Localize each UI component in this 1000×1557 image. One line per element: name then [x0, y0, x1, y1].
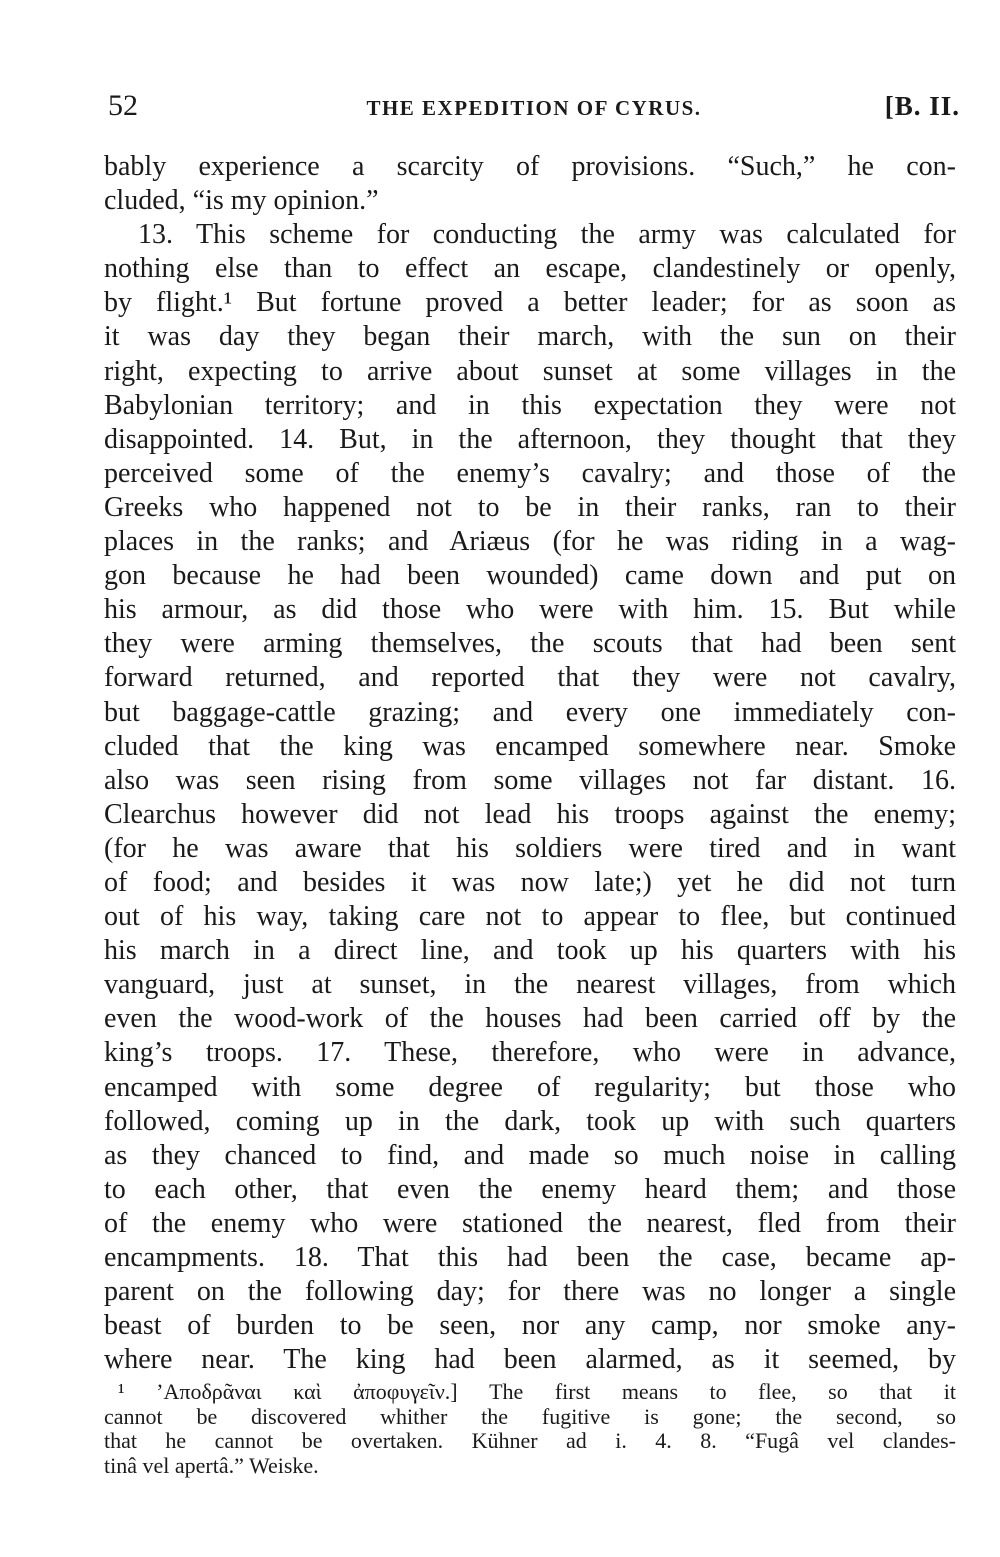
text-line: it was day they began their march, with the sun on their [104, 321, 956, 353]
text-line: of the enemy who were stationed the nearest, fled from their [104, 1207, 956, 1239]
text-line: where near. The king had been alarmed, as it seemed, by [104, 1344, 956, 1376]
running-title: THE EXPEDITION OF CYRUS. [366, 96, 702, 120]
text-line: they were arming themselves, the scouts that had been sent [104, 628, 956, 660]
text-line: forward returned, and reported that they were not cavalry, [104, 662, 956, 694]
text-line: vanguard, just at sunset, in the nearest villages, from which [104, 969, 956, 1001]
text-line: perceived some of the enemy’s cavalry; and those of the [104, 457, 956, 489]
text-line: even the wood-work of the houses had been carried off by the [104, 1003, 956, 1035]
text-line: 13. This scheme for conducting the army was calculated for [138, 219, 956, 251]
text-line: right, expecting to arrive about sunset at some villages in the [104, 355, 956, 387]
text-line: encampments. 18. That this had been the case, became ap- [104, 1242, 956, 1273]
text-line: bably experience a scarcity of provisions. “Such,” he con- [104, 151, 956, 182]
text-line: by flight.¹ But fortune proved a better leader; for as soon as [104, 287, 956, 319]
text-line: disappointed. 14. But, in the afternoon, they thought that they [104, 423, 956, 455]
text-line: nothing else than to effect an escape, clandestinely or openly, [104, 253, 956, 285]
text-line: places in the ranks; and Ariæus (for he was riding in a wag- [104, 526, 956, 558]
text-line: Babylonian territory; and in this expectation they were not [104, 389, 956, 421]
footnote-line: that he cannot be overtaken. Kühner ad i. 4. 8. “Fugâ vel clandes- [104, 1428, 956, 1453]
text-line: as they chanced to find, and made so much noise in calling [104, 1139, 956, 1171]
footnotes [104, 1380, 956, 1478]
text-line: also was seen rising from some villages not far distant. 16. [104, 764, 956, 796]
text-line: his armour, as did those who were with him. 15. But while [104, 594, 956, 626]
text-line: king’s troops. 17. These, therefore, who were in advance, [104, 1037, 956, 1069]
text-line: Greeks who happened not to be in their ranks, ran to their [104, 491, 956, 523]
text-line: beast of burden to be seen, nor any camp, nor smoke any- [104, 1310, 956, 1342]
text-line: cluded that the king was encamped somewhere near. Smoke [104, 730, 956, 762]
footnote-line: tinâ vel apertâ.” Weiske. [104, 1452, 319, 1478]
text-line: followed, coming up in the dark, took up with such quarters [104, 1105, 956, 1137]
body-text [104, 150, 956, 1377]
book-reference: [B. II. [884, 91, 960, 121]
running-head [108, 86, 960, 126]
text-line: parent on the following day; for there was no longer a single [104, 1276, 956, 1308]
text-line: of food; and besides it was now late;) yet he did not turn [104, 866, 956, 898]
text-line: his march in a direct line, and took up his quarters with his [104, 935, 956, 967]
footnote-line: ¹ ’Αποδρᾶναι καὶ ἀποφυγεῖν.] The first means to flee, so that it [118, 1379, 956, 1404]
text-line: Clearchus however did not lead his troops against the enemy; [104, 798, 956, 830]
text-line: cluded, “is my opinion.” [104, 185, 379, 217]
footnote-line: cannot be discovered whither the fugitive is gone; the second, so [104, 1403, 956, 1429]
text-line: but baggage-cattle grazing; and every one immediately con- [104, 696, 956, 728]
text-line: out of his way, taking care not to appear to flee, but continued [104, 901, 956, 933]
page-number: 52 [108, 89, 138, 122]
text-line: gon because he had been wounded) came down and put on [104, 560, 956, 592]
text-line: encamped with some degree of regularity; but those who [104, 1071, 956, 1103]
text-line: (for he was aware that his soldiers were tired and in want [104, 832, 956, 864]
text-line: to each other, that even the enemy heard them; and those [104, 1173, 956, 1205]
